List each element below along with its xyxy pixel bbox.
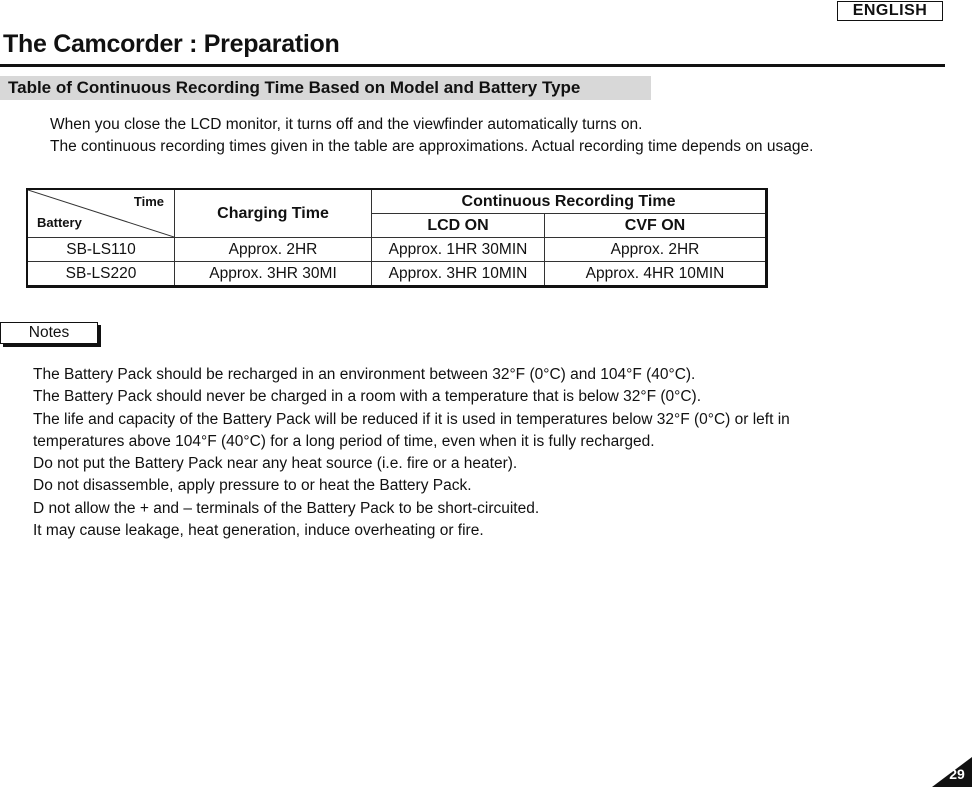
page-title: The Camcorder : Preparation [3, 30, 340, 58]
battery-cell: SB-LS220 [27, 262, 175, 287]
recording-time-table [26, 188, 768, 288]
note-line: It may cause leakage, heat generation, induce overheating or fire. [33, 522, 484, 540]
cvf-on-header: CVF ON [545, 214, 767, 238]
charging-time-header: Charging Time [175, 189, 372, 238]
note-line: temperatures above 104°F (40°C) for a long period of time, even when it is fully recharged. [33, 432, 655, 450]
table-row [27, 238, 767, 262]
lcd-on-header: LCD ON [372, 214, 545, 238]
table-corner-cell [27, 189, 175, 238]
title-divider [0, 64, 945, 67]
section-heading: Table of Continuous Recording Time Based on Model and Battery Type [0, 76, 651, 100]
corner-time-label: Time [133, 194, 164, 209]
corner-battery-label: Battery [37, 215, 82, 230]
continuous-recording-header: Continuous Recording Time [372, 189, 767, 214]
notes-list [33, 364, 790, 542]
intro-line: When you close the LCD monitor, it turns off and the viewfinder automatically turns on. [50, 116, 643, 133]
note-line: Do not put the Battery Pack near any heat source (i.e. fire or a heater). [33, 455, 518, 473]
table-header-row [27, 189, 767, 214]
language-badge: ENGLISH [837, 1, 943, 21]
charging-cell: Approx. 2HR [175, 238, 372, 262]
cvf-cell: Approx. 4HR 10MIN [545, 262, 767, 287]
cvf-cell: Approx. 2HR [545, 238, 767, 262]
note-line: Do not disassemble, apply pressure to or heat the Battery Pack. [33, 477, 472, 495]
page-number: 29 [949, 766, 965, 782]
lcd-cell: Approx. 3HR 10MIN [372, 262, 545, 287]
page-number-badge [932, 757, 972, 787]
battery-cell: SB-LS110 [27, 238, 175, 262]
note-line: D not allow the + and – terminals of the Battery Pack to be short-circuited. [33, 499, 540, 517]
note-line: The life and capacity of the Battery Pack will be reduced if it is used in temperatures below 32°F (0°C) or left in [33, 410, 790, 428]
note-line: The Battery Pack should be recharged in an environment between 32°F (0°C) and 104°F (40°C). [33, 366, 696, 383]
notes-label: Notes [0, 322, 98, 344]
lcd-cell: Approx. 1HR 30MIN [372, 238, 545, 262]
charging-cell: Approx. 3HR 30MI [175, 262, 372, 287]
note-line: The Battery Pack should never be charged in a room with a temperature that is below 32°F (0°C). [33, 388, 702, 406]
intro-line: The continuous recording times given in the table are approximations. Actual recording time depends on usage. [50, 138, 814, 155]
intro-text [50, 114, 813, 158]
table-row [27, 262, 767, 287]
